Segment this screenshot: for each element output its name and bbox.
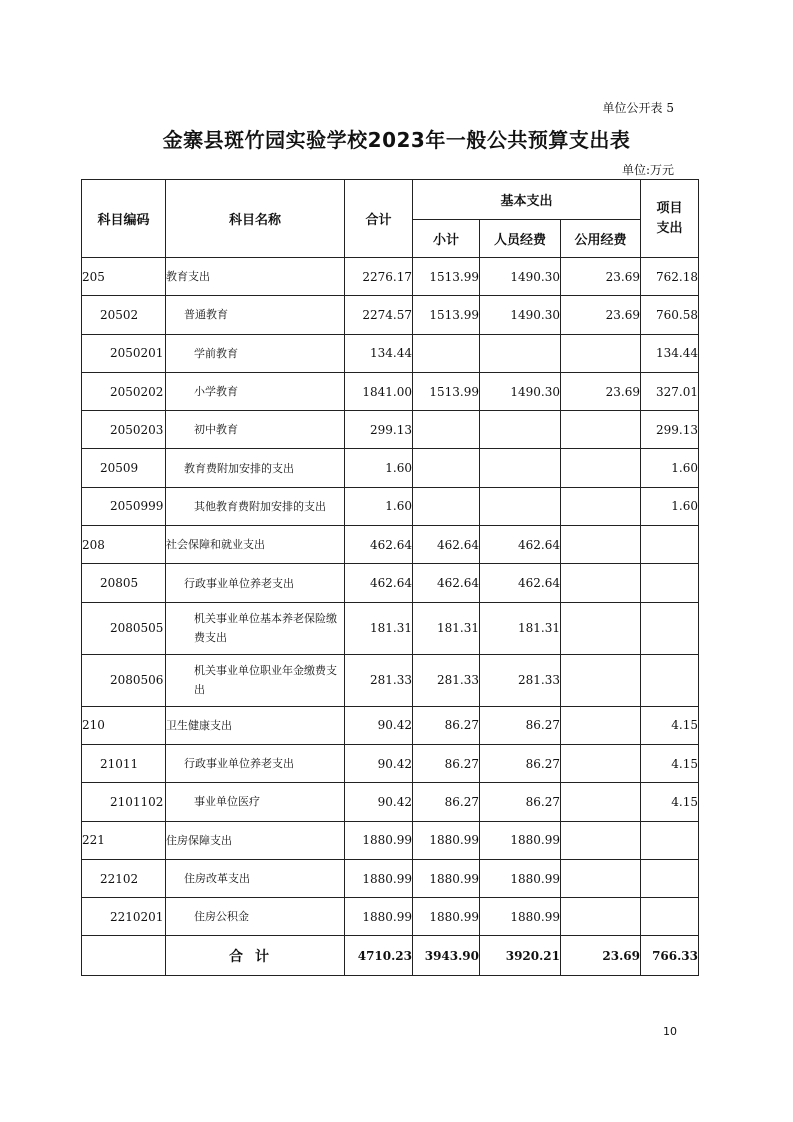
cell-total: 90.42	[345, 744, 413, 782]
cell-public	[561, 706, 641, 744]
cell-personnel: 1490.30	[480, 372, 561, 410]
cell-name: 机关事业单位职业年金缴费支出	[166, 654, 345, 706]
cell-subtotal: 281.33	[413, 654, 480, 706]
table-body	[82, 258, 699, 936]
cell-personnel: 1880.99	[480, 859, 561, 897]
table-row	[82, 744, 699, 782]
cell-total: 1.60	[345, 487, 413, 525]
cell-subtotal: 1880.99	[413, 821, 480, 859]
cell-project: 299.13	[641, 411, 699, 449]
cell-personnel: 281.33	[480, 654, 561, 706]
cell-subtotal: 462.64	[413, 526, 480, 564]
cell-project	[641, 898, 699, 936]
cell-project	[641, 602, 699, 654]
header-code: 科目编码	[82, 180, 166, 258]
cell-personnel: 86.27	[480, 744, 561, 782]
cell-public	[561, 487, 641, 525]
cell-public	[561, 859, 641, 897]
cell-total: 281.33	[345, 654, 413, 706]
cell-personnel: 86.27	[480, 783, 561, 821]
cell-personnel: 181.31	[480, 602, 561, 654]
cell-personnel: 1880.99	[480, 898, 561, 936]
cell-name: 事业单位医疗	[166, 783, 345, 821]
cell-name: 行政事业单位养老支出	[166, 564, 345, 602]
total-public: 23.69	[561, 936, 641, 976]
cell-name: 住房公积金	[166, 898, 345, 936]
cell-public: 23.69	[561, 372, 641, 410]
cell-subtotal: 1880.99	[413, 859, 480, 897]
cell-project: 134.44	[641, 334, 699, 372]
cell-code: 22102	[82, 859, 166, 897]
cell-subtotal	[413, 334, 480, 372]
page-title: 金寨县斑竹园实验学校2023年一般公共预算支出表	[162, 128, 631, 152]
cell-total: 462.64	[345, 564, 413, 602]
cell-total: 1880.99	[345, 898, 413, 936]
cell-public	[561, 744, 641, 782]
table-row	[82, 411, 699, 449]
cell-public	[561, 564, 641, 602]
cell-project: 1.60	[641, 487, 699, 525]
form-number: 单位公开表 5	[602, 101, 674, 115]
cell-personnel: 1880.99	[480, 821, 561, 859]
cell-subtotal: 1513.99	[413, 372, 480, 410]
cell-subtotal: 1513.99	[413, 296, 480, 334]
budget-expenditure-table	[81, 179, 699, 976]
table-row	[82, 449, 699, 487]
header-name: 科目名称	[166, 180, 345, 258]
cell-code: 210	[82, 706, 166, 744]
total-personnel: 3920.21	[480, 936, 561, 976]
cell-total: 90.42	[345, 783, 413, 821]
cell-name: 卫生健康支出	[166, 706, 345, 744]
cell-total: 134.44	[345, 334, 413, 372]
table-row	[82, 564, 699, 602]
cell-personnel	[480, 334, 561, 372]
cell-code: 2050999	[82, 487, 166, 525]
table-row	[82, 334, 699, 372]
total-row	[82, 936, 699, 976]
cell-personnel	[480, 487, 561, 525]
header-subtotal: 小计	[413, 220, 480, 258]
cell-subtotal: 181.31	[413, 602, 480, 654]
cell-code: 2080506	[82, 654, 166, 706]
table-row	[82, 296, 699, 334]
cell-personnel: 86.27	[480, 706, 561, 744]
cell-public	[561, 602, 641, 654]
header-project: 项目 支出	[641, 180, 699, 258]
cell-subtotal: 86.27	[413, 783, 480, 821]
cell-public	[561, 411, 641, 449]
cell-total: 181.31	[345, 602, 413, 654]
cell-project	[641, 654, 699, 706]
cell-code: 2101102	[82, 783, 166, 821]
cell-code: 2050202	[82, 372, 166, 410]
cell-subtotal	[413, 411, 480, 449]
cell-name: 行政事业单位养老支出	[166, 744, 345, 782]
cell-project	[641, 859, 699, 897]
table-row	[82, 706, 699, 744]
table-row	[82, 602, 699, 654]
cell-project: 4.15	[641, 744, 699, 782]
cell-public: 23.69	[561, 258, 641, 296]
cell-project: 762.18	[641, 258, 699, 296]
table-row	[82, 898, 699, 936]
cell-code: 20805	[82, 564, 166, 602]
cell-name: 初中教育	[166, 411, 345, 449]
total-project: 766.33	[641, 936, 699, 976]
cell-public	[561, 449, 641, 487]
cell-name: 普通教育	[166, 296, 345, 334]
cell-name: 其他教育费附加安排的支出	[166, 487, 345, 525]
cell-code: 20509	[82, 449, 166, 487]
cell-personnel	[480, 411, 561, 449]
header-public: 公用经费	[561, 220, 641, 258]
cell-subtotal: 462.64	[413, 564, 480, 602]
cell-total: 1841.00	[345, 372, 413, 410]
cell-name: 社会保障和就业支出	[166, 526, 345, 564]
cell-public	[561, 821, 641, 859]
cell-code: 21011	[82, 744, 166, 782]
table-row	[82, 654, 699, 706]
cell-project: 4.15	[641, 706, 699, 744]
cell-total: 1880.99	[345, 821, 413, 859]
cell-project	[641, 526, 699, 564]
cell-total: 299.13	[345, 411, 413, 449]
total-total: 4710.23	[345, 936, 413, 976]
cell-personnel: 462.64	[480, 526, 561, 564]
cell-name: 住房改革支出	[166, 859, 345, 897]
cell-code: 2080505	[82, 602, 166, 654]
table-row	[82, 258, 699, 296]
cell-personnel: 1490.30	[480, 296, 561, 334]
header-total: 合计	[345, 180, 413, 258]
cell-name: 小学教育	[166, 372, 345, 410]
table-row	[82, 526, 699, 564]
cell-code: 208	[82, 526, 166, 564]
cell-public	[561, 526, 641, 564]
cell-code: 205	[82, 258, 166, 296]
table-row	[82, 487, 699, 525]
cell-code: 20502	[82, 296, 166, 334]
cell-name: 机关事业单位基本养老保险缴费支出	[166, 602, 345, 654]
cell-total: 1880.99	[345, 859, 413, 897]
total-code-cell	[82, 936, 166, 976]
cell-total: 2274.57	[345, 296, 413, 334]
cell-total: 2276.17	[345, 258, 413, 296]
cell-project: 760.58	[641, 296, 699, 334]
cell-subtotal: 86.27	[413, 706, 480, 744]
cell-name: 住房保障支出	[166, 821, 345, 859]
cell-subtotal	[413, 487, 480, 525]
cell-name: 学前教育	[166, 334, 345, 372]
table-row	[82, 783, 699, 821]
cell-subtotal: 1880.99	[413, 898, 480, 936]
cell-code: 2050201	[82, 334, 166, 372]
header-personnel: 人员经费	[480, 220, 561, 258]
cell-total: 1.60	[345, 449, 413, 487]
cell-personnel: 1490.30	[480, 258, 561, 296]
cell-total: 462.64	[345, 526, 413, 564]
unit-label: 单位:万元	[621, 163, 674, 177]
cell-project: 4.15	[641, 783, 699, 821]
table-row	[82, 859, 699, 897]
table-row	[82, 821, 699, 859]
cell-project: 1.60	[641, 449, 699, 487]
page-number: 10	[663, 1025, 677, 1038]
cell-code: 221	[82, 821, 166, 859]
cell-public	[561, 654, 641, 706]
cell-personnel	[480, 449, 561, 487]
cell-code: 2050203	[82, 411, 166, 449]
cell-name: 教育费附加安排的支出	[166, 449, 345, 487]
cell-code: 2210201	[82, 898, 166, 936]
cell-name: 教育支出	[166, 258, 345, 296]
cell-subtotal	[413, 449, 480, 487]
cell-project	[641, 564, 699, 602]
cell-personnel: 462.64	[480, 564, 561, 602]
table-row	[82, 372, 699, 410]
cell-project	[641, 821, 699, 859]
cell-total: 90.42	[345, 706, 413, 744]
cell-subtotal: 86.27	[413, 744, 480, 782]
cell-public	[561, 898, 641, 936]
cell-subtotal: 1513.99	[413, 258, 480, 296]
total-subtotal: 3943.90	[413, 936, 480, 976]
cell-project: 327.01	[641, 372, 699, 410]
cell-public: 23.69	[561, 296, 641, 334]
cell-public	[561, 783, 641, 821]
total-label: 合计	[166, 936, 345, 976]
cell-public	[561, 334, 641, 372]
header-basic: 基本支出	[413, 180, 641, 220]
